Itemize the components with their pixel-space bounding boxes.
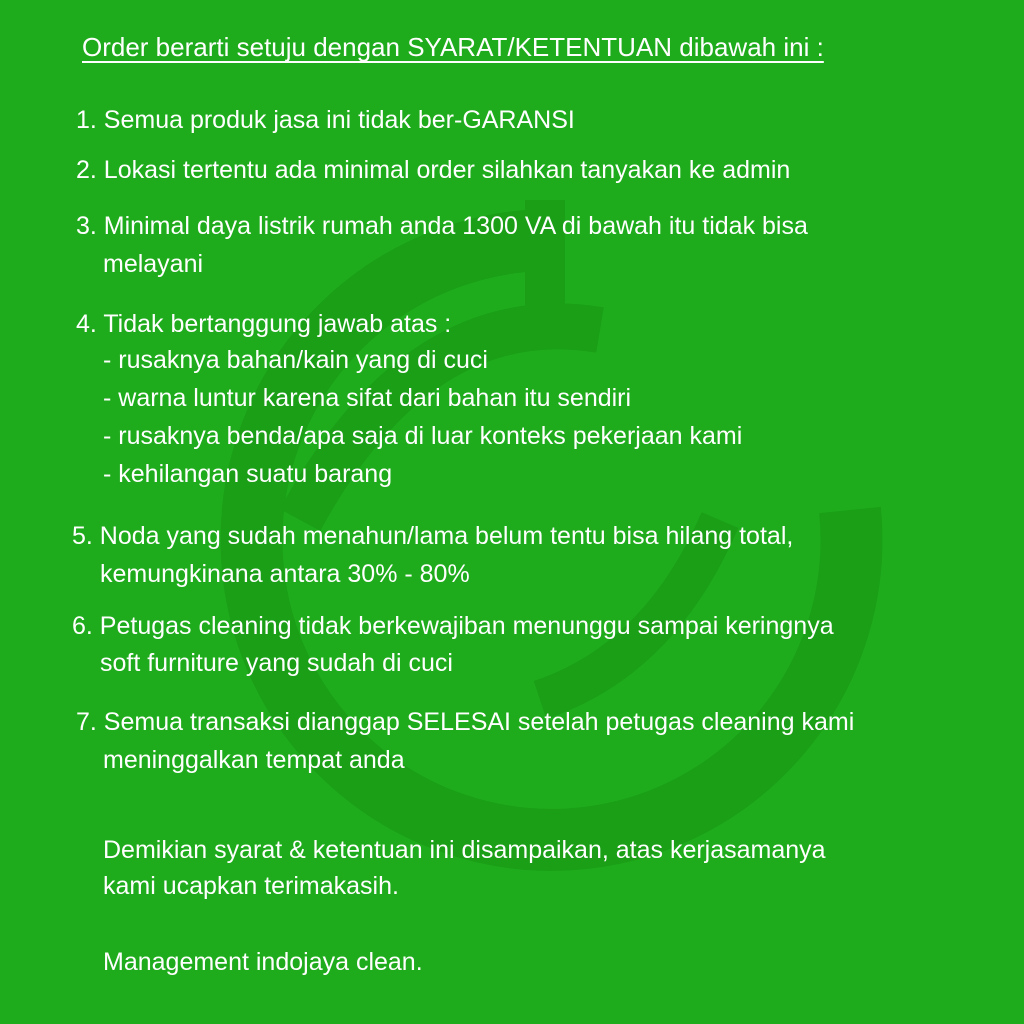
term-item-6-continued: soft furniture yang sudah di cuci — [100, 649, 453, 677]
term-item-4: 4. Tidak bertanggung jawab atas : — [76, 310, 452, 338]
term-item-4-sub-1: - rusaknya bahan/kain yang di cuci — [103, 346, 488, 374]
term-item-4-sub-2: - warna luntur karena sifat dari bahan itu sendiri — [103, 384, 632, 412]
term-item-3: 3. Minimal daya listrik rumah anda 1300 VA di bawah itu tidak bisa — [76, 212, 808, 240]
term-item-4-sub-4: - kehilangan suatu barang — [103, 460, 393, 488]
closing-statement: Demikian syarat & ketentuan ini disampaikan, atas kerjasamanya — [103, 836, 826, 864]
term-item-4-sub-3: - rusaknya benda/apa saja di luar konteks pekerjaan kami — [103, 422, 743, 450]
term-item-7: 7. Semua transaksi dianggap SELESAI setelah petugas cleaning kami — [76, 708, 855, 736]
term-item-5: 5. Noda yang sudah menahun/lama belum tentu bisa hilang total, — [72, 522, 794, 550]
signature: Management indojaya clean. — [103, 948, 423, 976]
term-item-2: 2. Lokasi tertentu ada minimal order silahkan tanyakan ke admin — [76, 156, 791, 184]
term-item-5-continued: kemungkinana antara 30% - 80% — [100, 560, 470, 588]
term-item-1: 1. Semua produk jasa ini tidak ber-GARANSI — [76, 106, 575, 134]
term-item-7-continued: meninggalkan tempat anda — [103, 746, 405, 774]
terms-heading: Order berarti setuju dengan SYARAT/KETENTUAN dibawah ini : — [82, 32, 824, 62]
term-item-6: 6. Petugas cleaning tidak berkewajiban menunggu sampai keringnya — [72, 612, 834, 640]
closing-statement-continued: kami ucapkan terimakasih. — [103, 872, 399, 900]
term-item-3-continued: melayani — [103, 250, 204, 278]
